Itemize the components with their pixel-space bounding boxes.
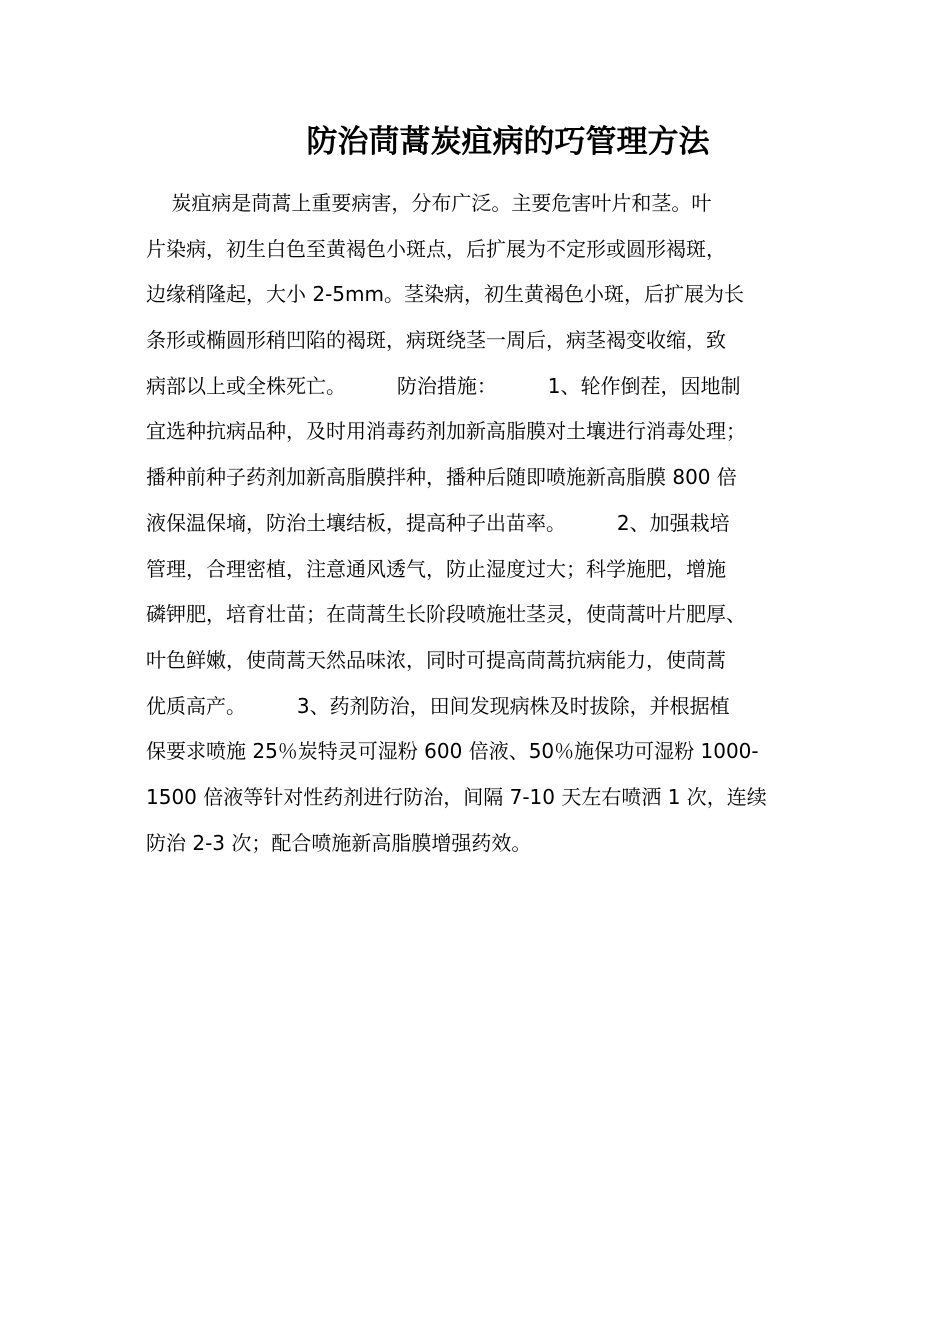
body-line: 防治 2-3 次；配合喷施新高脂膜增强药效。 bbox=[146, 830, 532, 855]
body-line: 边缘稍隆起，大小 2-5mm。茎染病，初生黄褐色小斑，后扩展为长 bbox=[146, 282, 744, 307]
body-line: 叶色鲜嫩，使茼蒿天然品味浓，同时可提高茼蒿抗病能力，使茼蒿 bbox=[146, 647, 726, 672]
body-line: 炭疽病是茼蒿上重要病害，分布广泛。主要危害叶片和茎。叶 bbox=[146, 191, 712, 215]
body-line: 病部以上或全株死亡。 防治措施： 1、轮作倒茬，因地制 bbox=[146, 373, 741, 398]
body-line: 1500 倍液等针对性药剂进行防治，间隔 7-10 天左右喷洒 1 次，连续 bbox=[146, 784, 767, 809]
body-line: 管理，合理密植，注意通风透气，防止湿度过大；科学施肥，增施 bbox=[146, 556, 726, 581]
body-line: 条形或椭圆形稍凹陷的褐斑，病斑绕茎一周后，病茎褐变收缩，致 bbox=[146, 328, 726, 353]
body-line: 磷钾肥，培育壮苗；在茼蒿生长阶段喷施壮茎灵，使茼蒿叶片肥厚、 bbox=[146, 602, 746, 627]
body-line: 优质高产。 3、药剂防治，田间发现病株及时拔除，并根据植 bbox=[146, 693, 730, 718]
body-line: 保要求喷施 25％炭特灵可湿粉 600 倍液、50％施保功可湿粉 1000- bbox=[146, 739, 759, 764]
body-line: 液保温保墒，防治土壤结板，提高种子出苗率。 2、加强栽培 bbox=[146, 510, 730, 535]
body-line: 宜选种抗病品种，及时用消毒药剂加新高脂膜对土壤进行消毒处理； bbox=[146, 419, 746, 444]
body-line: 播种前种子药剂加新高脂膜拌种，播种后随即喷施新高脂膜 800 倍 bbox=[146, 465, 737, 490]
body-line: 片染病，初生白色至黄褐色小斑点，后扩展为不定形或圆形褐斑， bbox=[146, 236, 726, 261]
document-title: 防治茼蒿炭疽病的巧管理方法 bbox=[306, 124, 710, 160]
document-body bbox=[146, 181, 826, 866]
